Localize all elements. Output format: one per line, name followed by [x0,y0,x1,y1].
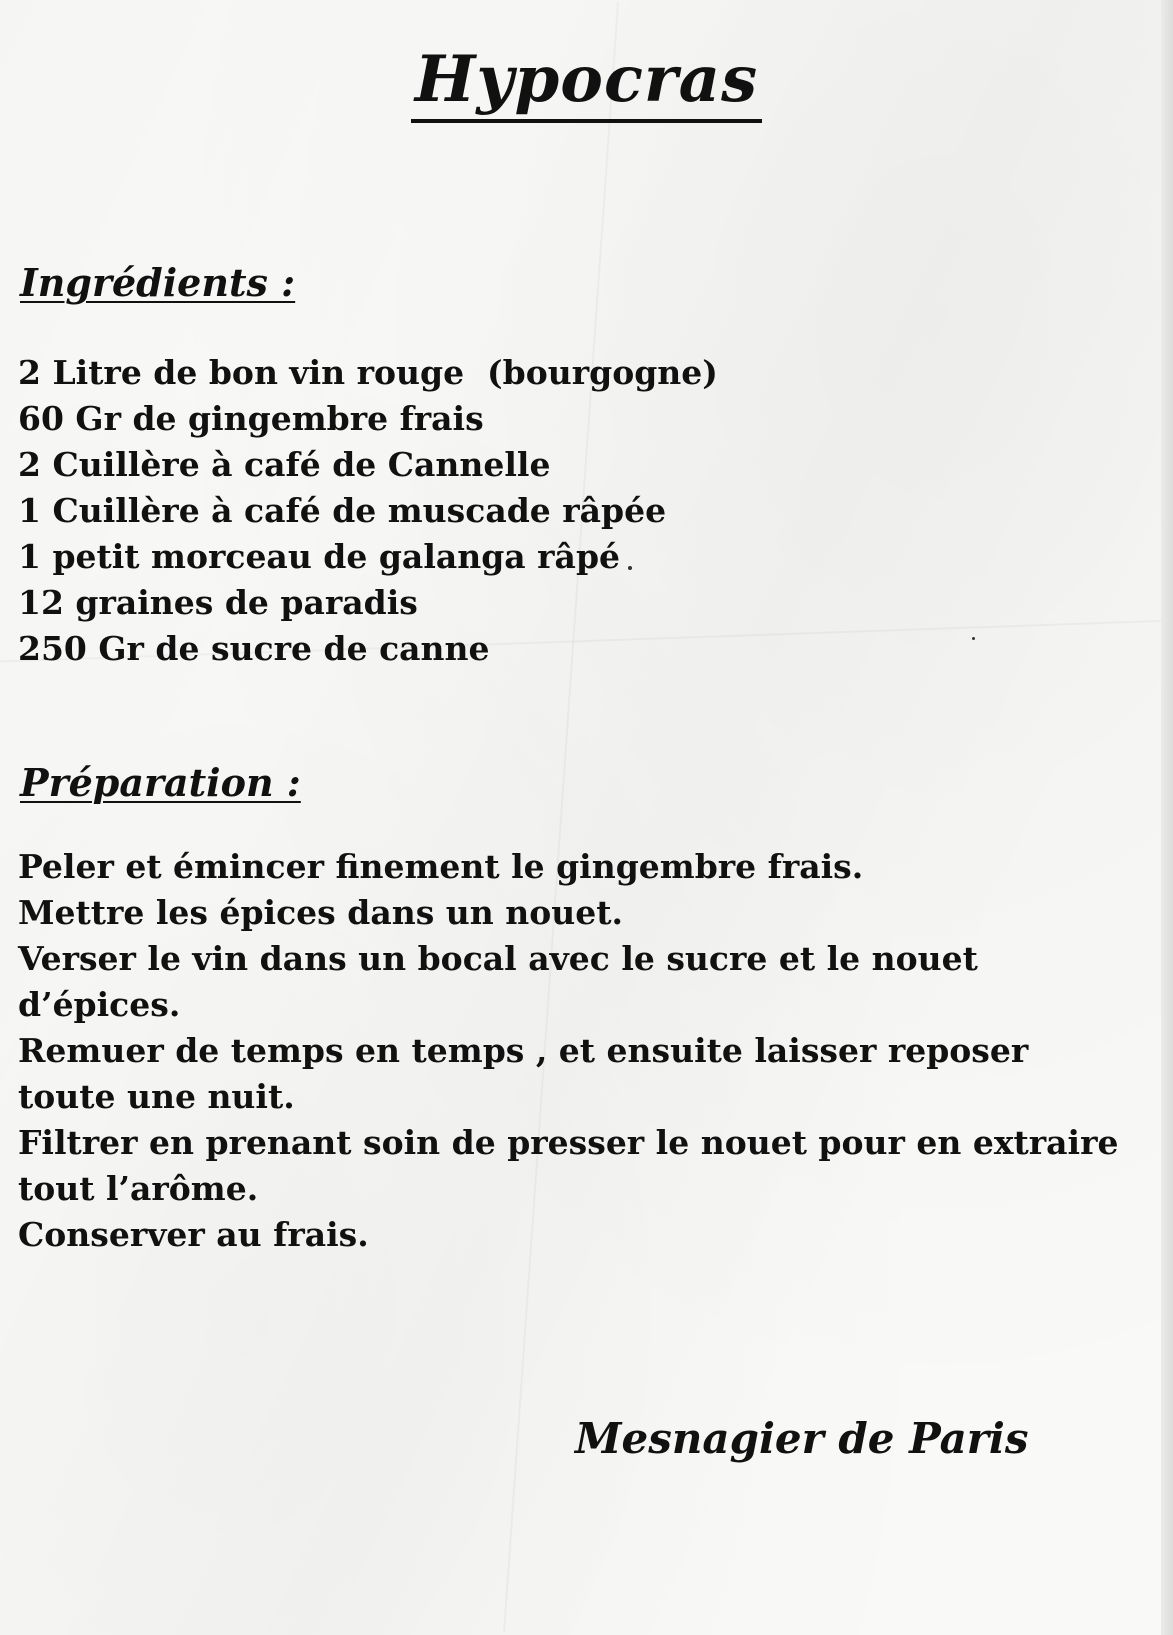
preparation-step: Verser le vin dans un bocal avec le sucre et le nouet d’épices. [18,939,978,1024]
paper-edge [1161,0,1173,1635]
ingredient-item: 2 Litre de bon vin rouge (bourgogne) [18,353,718,392]
ink-speck [972,637,975,640]
ingredient-item: 1 Cuillère à café de muscade râpée [18,491,667,530]
preparation-step: Peler et émincer finement le gingembre frais. [18,847,864,886]
ingredient-item: 12 graines de paradis [18,583,418,622]
ingredient-item: 1 petit morceau de galanga râpé [18,537,621,576]
preparation-step: Remuer de temps en temps , et ensuite laisser reposer toute une nuit. [18,1031,1029,1116]
preparation-steps [18,844,1128,1258]
recipe-title-text: Hypocras [411,42,762,123]
paper-crease [503,2,619,1633]
preparation-step: Mettre les épices dans un nouet. [18,893,623,932]
ingredients-heading: Ingrédients : [20,260,296,305]
preparation-step: Filtrer en prenant soin de presser le nouet pour en extraire tout l’arôme. [18,1123,1119,1208]
ink-speck [628,566,632,570]
ingredients-list [18,350,718,672]
preparation-step: Conserver au frais. [18,1215,369,1254]
ingredient-item: 2 Cuillère à café de Cannelle [18,445,551,484]
ingredient-item: 60 Gr de gingembre frais [18,399,484,438]
signature: Mesnagier de Paris [575,1414,1029,1463]
preparation-heading: Préparation : [20,760,301,805]
recipe-title [0,40,1173,120]
ingredient-item: 250 Gr de sucre de canne [18,629,490,668]
